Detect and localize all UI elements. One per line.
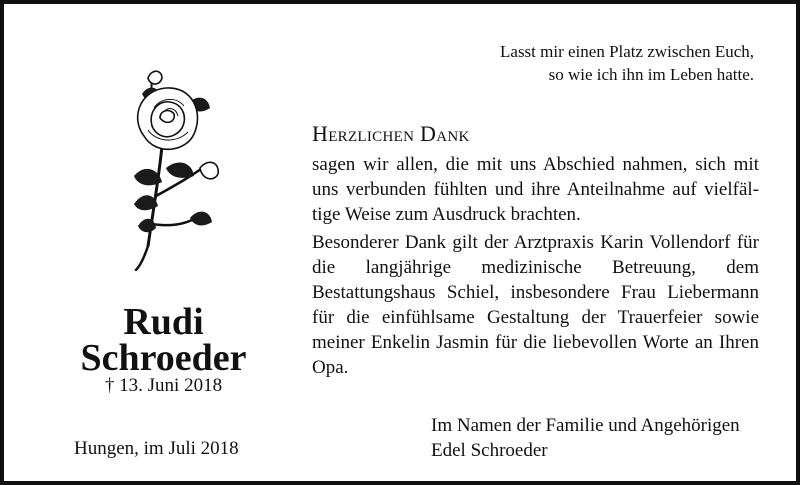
deceased-first-name: Rudi xyxy=(123,301,204,343)
deceased-name xyxy=(56,301,271,379)
death-date: † 13. Juni 2018 xyxy=(104,375,223,396)
signature xyxy=(431,413,740,463)
deceased-last-name: Schroeder xyxy=(80,337,247,379)
rose-icon xyxy=(104,46,224,271)
thanks-paragraph-2: Besonderer Dank gilt der Arztpraxis Karin Vollendorf für die langjährige medizinische Betreuung, dem Bestattungshaus Schiel, insbesondere Frau Liebermann für die einfühlsame Gestaltung der Trauerfeier sowie meiner Enkelin Jasmin für die liebevollen Worte an Ihren Opa. xyxy=(312,232,759,378)
signature-line-1: Im Namen der Familie und Angehörigen xyxy=(431,415,740,436)
signature-name: Edel Schroeder xyxy=(431,440,548,461)
place-date: Hungen, im Juli 2018 xyxy=(74,438,239,459)
thanks-text xyxy=(312,152,759,383)
motto xyxy=(500,40,754,86)
thanks-heading: Herzlichen Dank xyxy=(312,121,470,146)
thanks-paragraph-1: sagen wir allen, die mit uns Abschied nahmen, sich mit uns verbunden fühlten und ihre Anteilnahme auf vielfältige Weise zum Ausdruck brachten. xyxy=(312,154,759,225)
motto-line-2: so wie ich ihn im Leben hatte. xyxy=(548,65,754,84)
motto-line-1: Lasst mir einen Platz zwischen Euch, xyxy=(500,42,754,61)
